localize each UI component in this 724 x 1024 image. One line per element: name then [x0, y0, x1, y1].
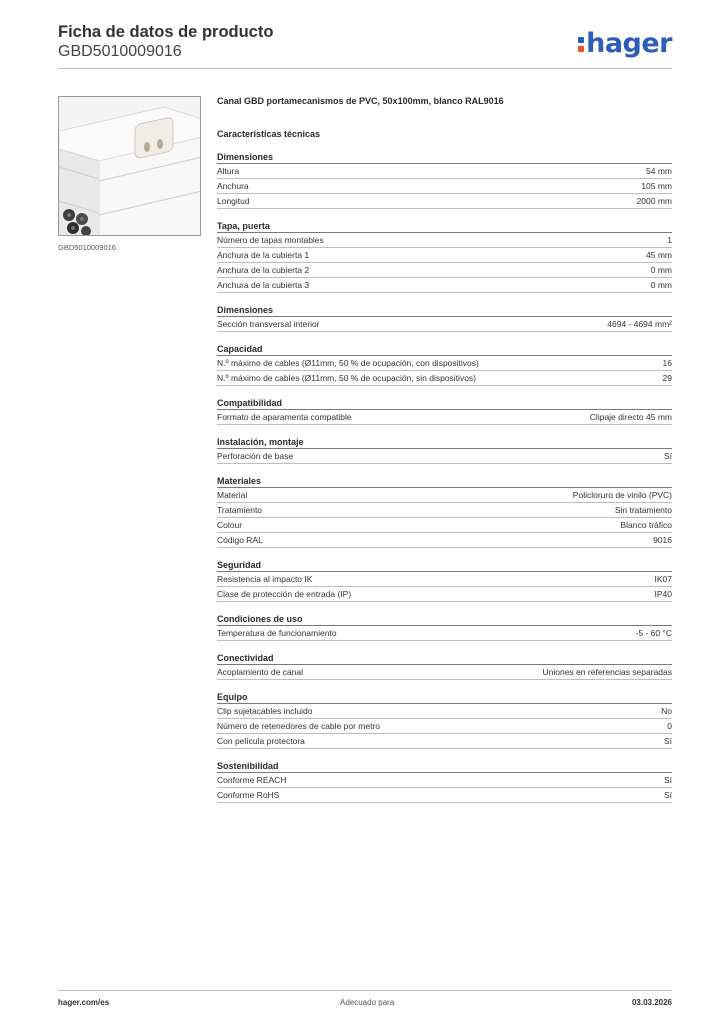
section-title: Sostenibilidad [217, 760, 672, 773]
spec-row [217, 278, 672, 293]
footer-date: 03.03.2026 [631, 998, 672, 1007]
spec-value: 4694 - 4694 mm² [607, 319, 672, 329]
spec-value: 105 mm [641, 181, 672, 191]
spec-label: Resistencia al impacto IK [217, 574, 313, 584]
spec-label: Número de tapas montables [217, 235, 324, 245]
image-caption: GBD5010009016 [58, 243, 116, 252]
spec-section [217, 220, 672, 293]
spec-value: 2000 mm [636, 196, 672, 206]
spec-value: 54 mm [646, 166, 672, 176]
spec-value: No [661, 706, 672, 716]
spec-row [217, 263, 672, 278]
spec-value: 9016 [653, 535, 672, 545]
spec-row [217, 788, 672, 803]
section-title: Conectividad [217, 652, 672, 665]
spec-section [217, 436, 672, 464]
footer-divider [58, 990, 672, 991]
section-title: Dimensiones [217, 304, 672, 317]
spec-row [217, 719, 672, 734]
spec-section [217, 304, 672, 332]
section-title: Capacidad [217, 343, 672, 356]
spec-label: Material [217, 490, 248, 500]
spec-value: Sin tratamiento [614, 505, 672, 515]
spec-row [217, 410, 672, 425]
spec-section [217, 691, 672, 749]
spec-section [217, 760, 672, 803]
spec-section [217, 343, 672, 386]
spec-section [217, 559, 672, 602]
spec-label: Código RAL [217, 535, 263, 545]
spec-section [217, 151, 672, 209]
spec-value: IP40 [654, 589, 672, 599]
spec-row [217, 665, 672, 680]
spec-value: 29 [662, 373, 672, 383]
section-title: Compatibilidad [217, 397, 672, 410]
section-title: Seguridad [217, 559, 672, 572]
spec-value: IK07 [654, 574, 672, 584]
spec-section [217, 475, 672, 548]
spec-value: Blanco tráfico [620, 520, 672, 530]
spec-label: Conforme REACH [217, 775, 287, 785]
spec-label: Tratamiento [217, 505, 263, 515]
section-title: Instalación, montaje [217, 436, 672, 449]
spec-value: 0 mm [650, 265, 672, 275]
spec-value: Sí [663, 790, 672, 800]
footer-note: Adecuado para [340, 998, 395, 1007]
spec-label: Longitud [217, 196, 250, 206]
spec-value: Sí [663, 775, 672, 785]
spec-row [217, 317, 672, 332]
spec-label: Colour [217, 520, 243, 530]
spec-section [217, 613, 672, 641]
hager-logo [578, 28, 672, 59]
header-divider [58, 68, 672, 69]
spec-label: Acoplamiento de canal [217, 667, 304, 677]
spec-value: Clipaje directo 45 mm [589, 412, 672, 422]
spec-label: Anchura de la cubierta 3 [217, 280, 310, 290]
spec-row [217, 194, 672, 209]
footer-website[interactable]: hager.com/es [58, 998, 110, 1007]
spec-label: Número de retenedores de cable por metro [217, 721, 381, 731]
spec-row [217, 233, 672, 248]
spec-label: Clase de protección de entrada (IP) [217, 589, 352, 599]
spec-value: 1 [667, 235, 672, 245]
product-code: GBD5010009016 [58, 43, 182, 60]
spec-row [217, 488, 672, 503]
spec-row [217, 533, 672, 548]
spec-value: Policloruro de vinilo (PVC) [572, 490, 672, 500]
spec-value: Sí [663, 451, 672, 461]
spec-row [217, 518, 672, 533]
technical-characteristics-title: Características técnicas [217, 129, 321, 139]
spec-label: Formato de aparamenta compatible [217, 412, 352, 422]
section-title: Tapa, puerta [217, 220, 672, 233]
spec-label: Altura [217, 166, 240, 176]
section-title: Dimensiones [217, 151, 672, 164]
section-title: Materiales [217, 475, 672, 488]
spec-label: N.º máximo de cables (Ø11mm, 50 % de ocupación, con dispositivos) [217, 358, 479, 368]
spec-row [217, 356, 672, 371]
spec-row [217, 626, 672, 641]
spec-value: -5 - 60 °C [635, 628, 672, 638]
product-name: Canal GBD portamecanismos de PVC, 50x100mm, blanco RAL9016 [217, 96, 504, 106]
logo-mark-icon [578, 33, 584, 53]
spec-label: Con película protectora [217, 736, 305, 746]
spec-label: Anchura [217, 181, 249, 191]
spec-value: 0 [667, 721, 672, 731]
spec-value: 45 mm [646, 250, 672, 260]
logo-text: hager [586, 28, 672, 59]
spec-row [217, 773, 672, 788]
spec-label: Perforación de base [217, 451, 294, 461]
spec-row [217, 164, 672, 179]
spec-value: Uniones en referencias separadas [542, 667, 672, 677]
spec-row [217, 734, 672, 749]
page-footer [58, 998, 672, 1012]
spec-label: N.º máximo de cables (Ø11mm, 50 % de ocupación, sin dispositivos) [217, 373, 477, 383]
spec-sections [217, 151, 672, 803]
document-title: Ficha de datos de producto [58, 23, 274, 41]
cable-trunking-illustration [59, 97, 201, 236]
spec-label: Clip sujetacables incluido [217, 706, 313, 716]
spec-row [217, 503, 672, 518]
spec-label: Conforme RoHS [217, 790, 280, 800]
spec-label: Anchura de la cubierta 1 [217, 250, 310, 260]
spec-section [217, 397, 672, 425]
section-title: Equipo [217, 691, 672, 704]
spec-section [217, 652, 672, 680]
spec-row [217, 248, 672, 263]
section-title: Condiciones de uso [217, 613, 672, 626]
spec-label: Anchura de la cubierta 2 [217, 265, 310, 275]
spec-row [217, 371, 672, 386]
spec-row [217, 704, 672, 719]
specifications [217, 94, 672, 803]
spec-value: 0 mm [650, 280, 672, 290]
spec-label: Sección transversal interior [217, 319, 320, 329]
spec-row [217, 572, 672, 587]
spec-row [217, 587, 672, 602]
spec-row [217, 449, 672, 464]
product-image [58, 96, 201, 236]
page-header [58, 22, 672, 70]
spec-row [217, 179, 672, 194]
spec-value: Sí [663, 736, 672, 746]
spec-value: 16 [662, 358, 672, 368]
spec-label: Temperatura de funcionamiento [217, 628, 337, 638]
